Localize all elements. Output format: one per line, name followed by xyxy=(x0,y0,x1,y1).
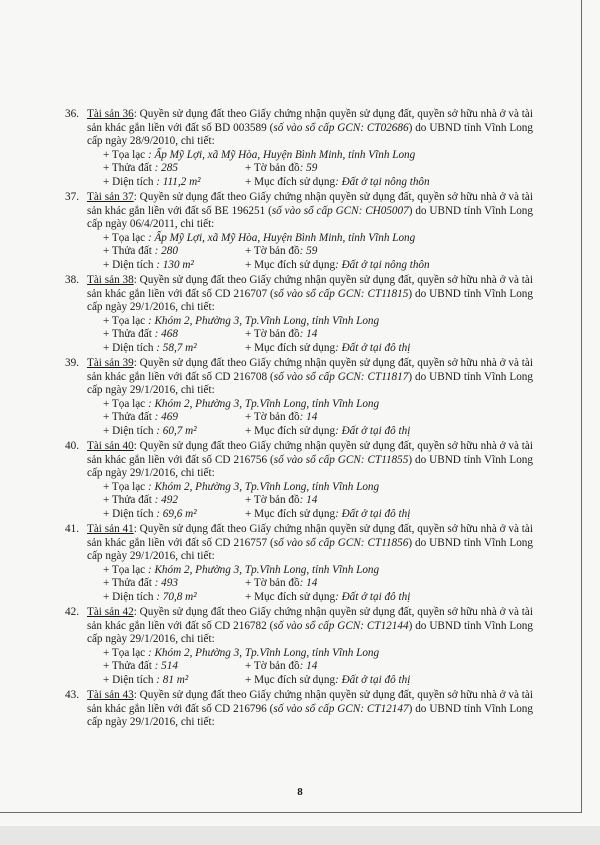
parcel-row xyxy=(103,577,533,591)
parcel-row xyxy=(103,328,533,342)
entry-paragraph xyxy=(87,606,533,647)
entry-text-1: : Quyền sử dụng đất theo Giấy chứng nhận quyền sử dụng đất, quyền sở hữu nhà ở và tài sản khác gắn liền với đất số CD 216757 ( xyxy=(87,523,533,549)
parcel-value: : 492 xyxy=(154,494,178,506)
map-sheet-value: : 14 xyxy=(299,494,318,506)
entry-paragraph xyxy=(87,523,533,564)
asset-label: Tài sản 37 xyxy=(87,191,134,203)
asset-entry xyxy=(65,523,533,604)
location-value: : Khóm 2, Phường 3, Tp.Vĩnh Long, tỉnh Vĩnh Long xyxy=(147,480,380,493)
entry-paragraph xyxy=(87,689,533,730)
asset-list xyxy=(65,108,533,732)
page-bottom-edge xyxy=(0,812,582,813)
location-value: : Khóm 2, Phường 3, Tp.Vĩnh Long, tỉnh Vĩnh Long xyxy=(147,314,380,327)
asset-entry xyxy=(65,191,533,272)
land-use-label: + Mục đích sử dụng xyxy=(245,258,336,271)
land-use-value: : Đất ở tại đô thị xyxy=(335,424,411,437)
entry-text-1: : Quyền sử dụng đất theo Giấy chứng nhận quyền sử dụng đất, quyền sở hữu nhà ở và tài sản khác gắn liền với đất số BD 003589 ( xyxy=(87,108,533,134)
area-label: + Diện tích xyxy=(103,258,154,271)
registration-number: số vào sổ cấp GCN: CT11855 xyxy=(273,453,409,466)
asset-entry xyxy=(65,274,533,355)
parcel-row xyxy=(103,245,533,259)
entry-text-1: : Quyền sử dụng đất theo Giấy chứng nhận quyền sử dụng đất, quyền sở hữu nhà ở và tài sản khác gắn liền với đất số CD 216707 ( xyxy=(87,274,533,300)
area-value: : 58,7 m² xyxy=(156,341,197,354)
entry-number: 36. xyxy=(65,108,79,120)
asset-label: Tài sản 43 xyxy=(87,689,134,701)
entry-number: 40. xyxy=(65,440,79,452)
registration-number: số vào sổ cấp GCN: CH05007 xyxy=(271,204,409,217)
map-sheet-label: + Tờ bản đồ xyxy=(245,328,300,340)
entry-paragraph xyxy=(87,108,533,149)
area-label: + Diện tích xyxy=(103,590,154,603)
entry-text-2: ) do UBND tỉnh Vĩnh Long cấp ngày 29/1/2016, chi tiết: xyxy=(87,536,533,562)
registration-number: số vào sổ cấp GCN: CT11856 xyxy=(273,536,409,549)
map-sheet-label: + Tờ bản đồ xyxy=(245,660,300,672)
parcel-row xyxy=(103,494,533,508)
entry-details xyxy=(103,564,533,605)
land-use-value: : Đất ở tại đô thị xyxy=(335,673,411,686)
location-row xyxy=(103,315,533,329)
entry-number: 39. xyxy=(65,357,79,369)
area-label: + Diện tích xyxy=(103,175,154,188)
registration-number: số vào sổ cấp GCN: CT11817 xyxy=(273,370,409,383)
location-label: + Tọa lạc xyxy=(103,231,146,244)
area-value: : 70,8 m² xyxy=(156,590,197,603)
entry-details xyxy=(103,647,533,688)
map-sheet-label: + Tờ bản đồ xyxy=(245,411,300,423)
location-value: : Khóm 2, Phường 3, Tp.Vĩnh Long, tỉnh Vĩnh Long xyxy=(147,397,380,410)
area-value: : 111,2 m² xyxy=(156,175,201,188)
location-value: : Khóm 2, Phường 3, Tp.Vĩnh Long, tỉnh Vĩnh Long xyxy=(147,563,380,576)
map-sheet-label: + Tờ bản đồ xyxy=(245,245,300,257)
location-row xyxy=(103,149,533,163)
location-row xyxy=(103,398,533,412)
location-row xyxy=(103,232,533,246)
parcel-label: + Thửa đất xyxy=(103,245,152,257)
parcel-value: : 469 xyxy=(154,411,178,423)
page-right-edge xyxy=(581,0,582,812)
entry-text-1: : Quyền sử dụng đất theo Giấy chứng nhận quyền sử dụng đất, quyền sở hữu nhà ở và tài sản khác gắn liền với đất số CD 216708 ( xyxy=(87,357,533,383)
area-value: : 130 m² xyxy=(156,258,194,271)
land-use-label: + Mục đích sử dụng xyxy=(245,673,336,686)
land-use-value: : Đất ở tại nông thôn xyxy=(335,175,430,188)
entry-paragraph xyxy=(87,191,533,232)
area-row xyxy=(103,176,533,190)
map-sheet-value: : 14 xyxy=(299,328,318,340)
location-label: + Tọa lạc xyxy=(103,646,146,659)
parcel-label: + Thửa đất xyxy=(103,577,152,589)
entry-text-1: : Quyền sử dụng đất theo Giấy chứng nhận quyền sử dụng đất, quyền sở hữu nhà ở và tài sản khác gắn liền với đất số CD 216782 ( xyxy=(87,606,533,632)
asset-label: Tài sản 41 xyxy=(87,523,134,535)
area-label: + Diện tích xyxy=(103,507,154,520)
map-sheet-value: : 59 xyxy=(299,245,318,257)
entry-paragraph xyxy=(87,440,533,481)
entry-text-2: ) do UBND tỉnh Vĩnh Long cấp ngày 28/9/2010, chi tiết: xyxy=(87,121,533,147)
asset-entry xyxy=(65,606,533,687)
scan-bottom-band xyxy=(0,826,600,845)
asset-entry xyxy=(65,108,533,189)
parcel-row xyxy=(103,162,533,176)
location-label: + Tọa lạc xyxy=(103,397,146,410)
entry-text-1: : Quyền sử dụng đất theo Giấy chứng nhận quyền sử dụng đất, quyền sở hữu nhà ở và tài sản khác gắn liền với đất số CD 216756 ( xyxy=(87,440,533,466)
area-row xyxy=(103,342,533,356)
land-use-label: + Mục đích sử dụng xyxy=(245,341,336,354)
map-sheet-value: : 14 xyxy=(299,660,318,672)
location-label: + Tọa lạc xyxy=(103,148,146,161)
location-value: : Ấp Mỹ Lợi, xã Mỹ Hòa, Huyện Bình Minh, tỉnh Vĩnh Long xyxy=(147,231,416,244)
entry-text-1: : Quyền sử dụng đất theo Giấy chứng nhận quyền sử dụng đất, quyền sở hữu nhà ở và tài sản khác gắn liền với đất số CD 216796 ( xyxy=(87,689,533,715)
entry-details xyxy=(103,149,533,190)
parcel-value: : 514 xyxy=(154,660,178,672)
area-value: : 81 m² xyxy=(156,673,189,686)
entry-text-2: ) do UBND tỉnh Vĩnh Long cấp ngày 29/1/2016, chi tiết: xyxy=(87,619,533,645)
land-use-label: + Mục đích sử dụng xyxy=(245,424,336,437)
registration-number: số vào sổ cấp GCN: CT12144 xyxy=(273,619,409,632)
entry-details xyxy=(103,315,533,356)
asset-label: Tài sản 40 xyxy=(87,440,134,452)
area-value: : 69,6 m² xyxy=(156,507,197,520)
registration-number: số vào sổ cấp GCN: CT12147 xyxy=(273,702,409,715)
parcel-value: : 285 xyxy=(154,162,178,174)
area-value: : 60,7 m² xyxy=(156,424,197,437)
map-sheet-label: + Tờ bản đồ xyxy=(245,494,300,506)
entry-number: 41. xyxy=(65,523,79,535)
location-row xyxy=(103,647,533,661)
location-row xyxy=(103,564,533,578)
asset-label: Tài sản 38 xyxy=(87,274,134,286)
registration-number: số vào sổ cấp GCN: CT02686 xyxy=(273,121,409,134)
area-row xyxy=(103,591,533,605)
land-use-value: : Đất ở tại đô thị xyxy=(335,507,411,520)
area-row xyxy=(103,674,533,688)
map-sheet-label: + Tờ bản đồ xyxy=(245,577,300,589)
parcel-label: + Thửa đất xyxy=(103,494,152,506)
page-number: 8 xyxy=(297,786,303,798)
entry-details xyxy=(103,481,533,522)
parcel-value: : 280 xyxy=(154,245,178,257)
map-sheet-value: : 14 xyxy=(299,577,318,589)
asset-entry xyxy=(65,689,533,730)
entry-number: 37. xyxy=(65,191,79,203)
asset-label: Tài sản 39 xyxy=(87,357,134,369)
entry-paragraph xyxy=(87,357,533,398)
map-sheet-label: + Tờ bản đồ xyxy=(245,162,300,174)
entry-paragraph xyxy=(87,274,533,315)
parcel-label: + Thửa đất xyxy=(103,411,152,423)
parcel-value: : 468 xyxy=(154,328,178,340)
entry-text-2: ) do UBND tỉnh Vĩnh Long cấp ngày 29/1/2016, chi tiết: xyxy=(87,287,533,313)
location-label: + Tọa lạc xyxy=(103,480,146,493)
parcel-row xyxy=(103,411,533,425)
location-value: : Khóm 2, Phường 3, Tp.Vĩnh Long, tỉnh Vĩnh Long xyxy=(147,646,380,659)
entry-text-2: ) do UBND tỉnh Vĩnh Long cấp ngày 29/1/2016, chi tiết: xyxy=(87,453,533,479)
parcel-value: : 493 xyxy=(154,577,178,589)
location-label: + Tọa lạc xyxy=(103,314,146,327)
entry-details xyxy=(103,398,533,439)
entry-number: 42. xyxy=(65,606,79,618)
area-label: + Diện tích xyxy=(103,673,154,686)
area-row xyxy=(103,425,533,439)
entry-number: 38. xyxy=(65,274,79,286)
map-sheet-value: : 59 xyxy=(299,162,318,174)
land-use-label: + Mục đích sử dụng xyxy=(245,507,336,520)
land-use-value: : Đất ở tại đô thị xyxy=(335,341,411,354)
entry-text-1: : Quyền sử dụng đất theo Giấy chứng nhận quyền sử dụng đất, quyền sở hữu nhà ở và tài sản khác gắn liền với đất số BE 196251 ( xyxy=(87,191,533,217)
asset-label: Tài sản 36 xyxy=(87,108,134,120)
area-row xyxy=(103,508,533,522)
location-value: : Ấp Mỹ Lợi, xã Mỹ Hòa, Huyện Bình Minh, tỉnh Vĩnh Long xyxy=(147,148,416,161)
entry-number: 43. xyxy=(65,689,79,701)
entry-text-2: ) do UBND tỉnh Vĩnh Long cấp ngày 29/1/2016, chi tiết: xyxy=(87,370,533,396)
entry-text-2: ) do UBND tỉnh Vĩnh Long cấp ngày 29/1/2016, chi tiết: xyxy=(87,702,533,728)
map-sheet-value: : 14 xyxy=(299,411,318,423)
entry-text-2: ) do UBND tỉnh Vĩnh Long cấp ngày 06/4/2011, chi tiết: xyxy=(87,204,533,230)
land-use-value: : Đất ở tại nông thôn xyxy=(335,258,430,271)
asset-entry xyxy=(65,357,533,438)
registration-number: số vào sổ cấp GCN: CT11815 xyxy=(273,287,409,300)
asset-entry xyxy=(65,440,533,521)
land-use-value: : Đất ở tại đô thị xyxy=(335,590,411,603)
parcel-label: + Thửa đất xyxy=(103,162,152,174)
land-use-label: + Mục đích sử dụng xyxy=(245,590,336,603)
parcel-row xyxy=(103,660,533,674)
land-use-label: + Mục đích sử dụng xyxy=(245,175,336,188)
entry-details xyxy=(103,232,533,273)
parcel-label: + Thửa đất xyxy=(103,328,152,340)
area-label: + Diện tích xyxy=(103,424,154,437)
parcel-label: + Thửa đất xyxy=(103,660,152,672)
location-row xyxy=(103,481,533,495)
area-row xyxy=(103,259,533,273)
location-label: + Tọa lạc xyxy=(103,563,146,576)
asset-label: Tài sản 42 xyxy=(87,606,134,618)
area-label: + Diện tích xyxy=(103,341,154,354)
